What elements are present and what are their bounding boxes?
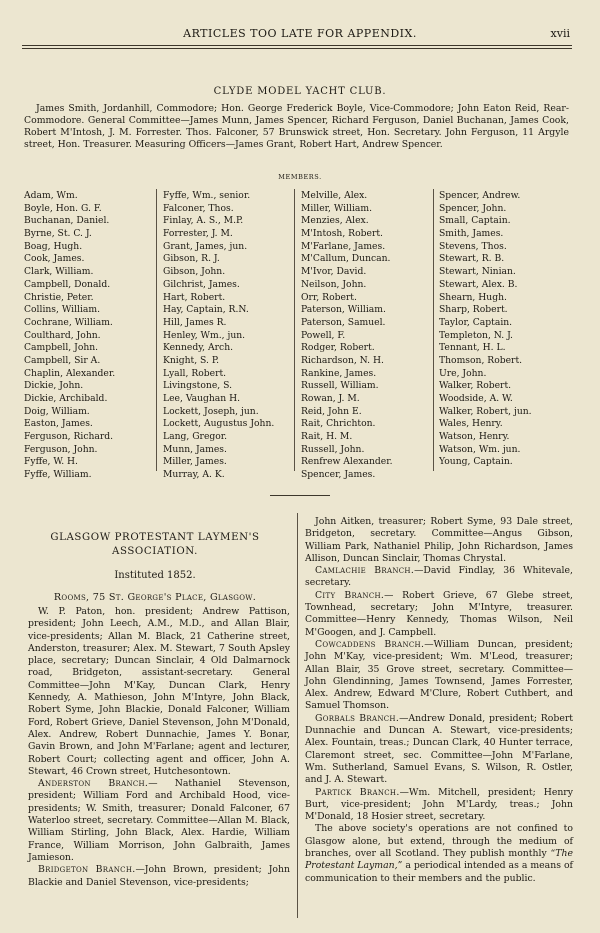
member-name: Gibson, John. — [163, 266, 226, 278]
member-name: Lee, Vaughan H. — [163, 393, 241, 404]
branch-paragraph: John Aitken, treasurer; Robert Syme, 93 Dale street, Bridgeton, secretary. Committee—Angus Gibson, William Park, Nathaniel Philip, John Richardson, James Allison, Duncan Sinclair, Thomas Chrystal. — [305, 516, 573, 564]
page-number: xvii — [550, 27, 570, 40]
member-name: M'Intosh, Robert. — [301, 228, 383, 240]
member-name: Watson, Wm. jun. — [439, 443, 521, 455]
member-name: Dickie, Archibald. — [24, 393, 108, 404]
branch-name: Cowcaddens Branch. — [315, 638, 425, 650]
member-name: Lockett, Augustus John. — [163, 418, 275, 430]
members-column-3 — [301, 190, 393, 482]
member-name: Rowan, J. M. — [301, 393, 360, 404]
member-name: Walker, Robert. — [439, 380, 512, 392]
header-rule — [22, 45, 572, 46]
section-divider — [270, 495, 330, 496]
member-name: Buchanan, Daniel. — [24, 215, 110, 227]
running-head: ARTICLES TOO LATE FOR APPENDIX. — [183, 27, 417, 40]
clyde-title: CLYDE MODEL YACHT CLUB. — [213, 86, 387, 97]
branch-paragraph: W. P. Paton, hon. president; Andrew Pattison, president; John Leech, A.M., M.D., and Allan Blair, vice-presidents; Allan M. Black, 21 Catherine street, Anderston, treasurer; Alex. M. Stewart, 7 South Apsley place, secretary; Duncan Sinclair, 4 Old Dalmarnock road, Bridgeton, assistant-secretary. General Committee—John M'Kay, Duncan Clark, Henry Kennedy, A. Mathieson, John M'Intyre, John Black, Robert Syme, John Blackie, Donald Falconer, William Ford, Robert Grieve, Daniel Stevenson, John M'Donald, Alex. Andrew, Robert Dunnachie, James Y. Bonar, Gavin Brown, and John M'Farlane; agent and lecturer, Robert Court; collecting agent and officer, John A. Stewart, 46 Crown street, Hutchesontown. — [28, 606, 290, 777]
branch-name: City Branch. — [315, 589, 385, 601]
clyde-intro: James Smith, Jordanhill, Commodore; Hon. George Frederick Boyle, Vice-Commodore; John Eaton Reid, Rear-Commodore. General Committee—James Munn, James Spencer, Richard Ferguson, Daniel Buchanan, James Cook, Robert M'Intosh, J. M. Forrester. Thos. Falconer, 57 Brunswick street, Hon. Secretary. John Ferguson, 11 Argyle street, Hon. Treasurer. Measuring Officers—James Grant, Robert Hart, Andrew Spencer. — [24, 103, 569, 150]
member-name: Doig, William. — [24, 405, 90, 417]
branch-paragraph: Gorbals Branch.—Andrew Donald, president; Robert Dunnachie and Duncan A. Stewart, vice-presidents; Alex. Fountain, treas.; Duncan Clark, 40 Hunter terrace, Claremont street, sec. Committee—John M'Farlane, Wm. Sutherland, Samuel Evans, S. Wilson, R. Ostler, and J. A. Stewart. — [305, 712, 573, 786]
member-name: Livingstone, S. — [163, 380, 232, 392]
member-name: Kennedy, Arch. — [163, 342, 234, 354]
member-name: Stewart, Ninian. — [439, 266, 516, 278]
member-name: Russell, William. — [301, 380, 379, 392]
members-column-4 — [439, 190, 532, 469]
member-name: Stewart, R. B. — [439, 253, 505, 265]
member-name: Adam, Wm. — [24, 190, 78, 201]
member-name: Henley, Wm., jun. — [163, 329, 246, 341]
member-name: Hart, Robert. — [163, 291, 226, 303]
member-name: Templeton, N. J. — [439, 329, 513, 341]
member-name: Neilson, John. — [301, 278, 367, 290]
member-name: Tennant, H. L. — [439, 342, 506, 354]
member-name: Chaplin, Alexander. — [24, 367, 116, 379]
member-name: Wales, Henry. — [439, 418, 503, 430]
member-name: Sharp, Robert. — [439, 304, 508, 316]
glasgow-rooms: Rooms, 75 St. George's Place, Glasgow. — [53, 592, 257, 603]
member-name: Campbell, Sir A. — [24, 354, 101, 366]
column-divider — [297, 513, 298, 918]
branch-paragraph: Bridgeton Branch.—John Brown, president; John Blackie and Daniel Stevenson, vice-presidents; — [28, 864, 290, 888]
closing-paragraph: The above society's operations are not confined to Glasgow alone, but extend, through the medium of branches, over all Scotland. They publish monthly “The Protestant Layman,” a periodical intended as a means of communication to their members and the public. — [305, 823, 573, 884]
member-name: Forrester, J. M. — [163, 228, 233, 240]
member-name: Ferguson, John. — [24, 443, 98, 455]
branch-name: Partick Branch. — [315, 786, 400, 798]
members-column-1 — [24, 190, 115, 482]
member-name: Falconer, Thos. — [163, 202, 234, 214]
member-name: Stevens, Thos. — [439, 240, 507, 252]
member-name: Lockett, Joseph, jun. — [163, 405, 259, 417]
members-heading: MEMBERS. — [278, 173, 322, 181]
column-divider — [433, 189, 434, 471]
member-name: Thomson, Robert. — [439, 354, 523, 366]
member-name: Rait, Chrichton. — [301, 418, 376, 430]
member-name: Lang, Gregor. — [163, 431, 228, 443]
member-name: Shearn, Hugh. — [439, 291, 507, 303]
member-name: Murray, A. K. — [163, 469, 225, 481]
member-name: Munn, James. — [163, 443, 227, 455]
member-name: Lyall, Robert. — [163, 367, 227, 379]
branch-name: Bridgeton Branch. — [38, 864, 136, 876]
glasgow-right-column — [305, 516, 573, 885]
member-name: Walker, Robert, jun. — [439, 405, 532, 417]
member-name: Spencer, Andrew. — [439, 190, 521, 201]
member-name: Hill, James R. — [163, 316, 227, 328]
member-name: M'Farlane, James. — [301, 240, 386, 252]
member-name: Young, Captain. — [439, 456, 513, 468]
member-name: Richardson, N. H. — [301, 354, 384, 366]
member-name: Miller, William. — [301, 202, 373, 214]
member-name: Melville, Alex. — [301, 190, 368, 201]
branch-paragraph: Anderston Branch.— Nathaniel Stevenson, president; William Ford and Archibald Hood, vice-presidents; W. Smith, treasurer; Donald Falconer, 67 Waterloo street, secretary. Committee—Allan M. Black, William Stirling, John Black, Alex. Hardie, William France, William Morrison, John Galbraith, James Jamieson. — [28, 778, 291, 863]
members-column-2 — [163, 190, 274, 482]
member-name: Cochrane, William. — [24, 316, 113, 328]
header-rule-2 — [22, 48, 572, 49]
member-name: Woodside, A. W. — [439, 393, 513, 404]
branch-name: Camlachie Branch. — [315, 565, 415, 577]
member-name: Easton, James. — [24, 418, 93, 430]
member-name: Smith, James. — [439, 228, 504, 240]
member-name: M'Ivor, David. — [301, 266, 367, 278]
glasgow-left-column — [28, 606, 290, 889]
member-name: Knight, S. P. — [163, 354, 220, 366]
member-name: Miller, James. — [163, 456, 227, 468]
member-name: Christie, Peter. — [24, 291, 94, 303]
member-name: Fyffe, Wm., senior. — [163, 190, 251, 201]
member-name: Rodger, Robert. — [301, 342, 375, 354]
member-name: Fyffe, W. H. — [24, 456, 78, 468]
member-name: Stewart, Alex. B. — [439, 278, 518, 290]
member-name: Gilchrist, James. — [163, 278, 240, 290]
member-name: Menzies, Alex. — [301, 215, 369, 227]
member-name: Collins, William. — [24, 304, 100, 316]
member-name: M'Callum, Duncan. — [301, 253, 391, 265]
branch-name: Anderston Branch. — [38, 778, 149, 790]
member-name: Spencer, James. — [301, 469, 376, 481]
member-name: Small, Captain. — [439, 215, 511, 227]
member-name: Grant, James, jun. — [163, 240, 248, 252]
member-name: Renfrew Alexander. — [301, 456, 393, 468]
member-name: Orr, Robert. — [301, 291, 357, 303]
member-name: Byrne, St. C. J. — [24, 228, 92, 240]
member-name: Paterson, William. — [301, 304, 386, 316]
column-divider — [294, 189, 295, 471]
member-name: Rait, H. M. — [301, 431, 353, 443]
glasgow-instituted: Instituted 1852. — [114, 570, 196, 581]
branch-paragraph: Partick Branch.—Wm. Mitchell, president; Henry Burt, vice-president; John M'Lardy, treas.; John M'Donald, 18 Hosier street, secretary. — [305, 786, 574, 823]
member-name: Hay, Captain, R.N. — [163, 304, 249, 316]
member-name: Taylor, Captain. — [439, 316, 513, 328]
member-name: Rankine, James. — [301, 367, 377, 379]
member-name: Finlay, A. S., M.P. — [163, 215, 244, 227]
periodical-title: The Protestant Layman, — [305, 848, 573, 872]
member-name: Boyle, Hon. G. F. — [24, 202, 102, 214]
glasgow-title: GLASGOW PROTESTANT LAYMEN'S ASSOCIATION. — [50, 532, 260, 557]
member-name: Paterson, Samuel. — [301, 316, 386, 328]
branch-paragraph: City Branch.— Robert Grieve, 67 Glebe street, Townhead, secretary; John M'Intyre, treasurer. Committee—Henry Kennedy, Thomas Wilson, Neil M'Googen, and J. Campbell. — [305, 589, 573, 638]
member-name: Campbell, Donald. — [24, 278, 111, 290]
member-name: Campbell, John. — [24, 342, 99, 354]
member-name: Clark, William. — [24, 266, 94, 278]
member-name: Ferguson, Richard. — [24, 431, 114, 443]
member-name: Cook, James. — [24, 253, 85, 265]
member-name: Dickie, John. — [24, 380, 84, 392]
branch-paragraph: Cowcaddens Branch.—William Duncan, president; John M'Kay, vice-president; Wm. M'Leod, treasurer; Allan Blair, 35 Grove street, secretary. Committee— John Glendinning, James Townsend, James Forrester, Alex. Andrew, Edward M'Clure, Robert Cuthbert, and Samuel Thomson. — [305, 638, 573, 712]
member-name: Gibson, R. J. — [163, 253, 220, 265]
member-name: Reid, John E. — [301, 405, 362, 417]
member-name: Russell, John. — [301, 443, 365, 455]
branch-name: Gorbals Branch. — [315, 712, 400, 724]
member-name: Coulthard, John. — [24, 329, 101, 341]
member-name: Ure, John. — [439, 367, 487, 379]
member-name: Powell, F. — [301, 329, 346, 341]
branch-paragraph: Camlachie Branch.—David Findlay, 36 Whitevale, secretary. — [305, 565, 573, 589]
member-name: Watson, Henry. — [439, 431, 510, 443]
column-divider — [156, 189, 157, 471]
member-name: Fyffe, William. — [24, 469, 92, 481]
member-name: Spencer, John. — [439, 202, 507, 214]
member-name: Boag, Hugh. — [24, 240, 83, 252]
